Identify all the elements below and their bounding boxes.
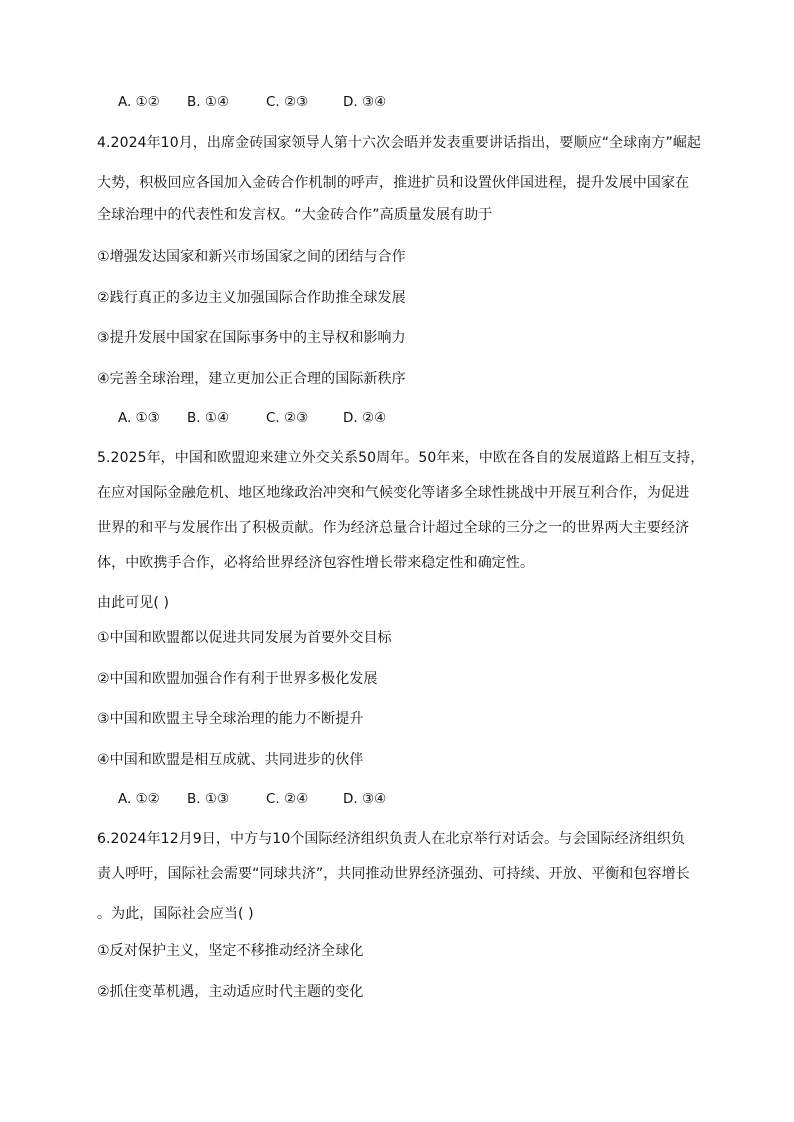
- q5-stem-line-2: 在应对国际金融危机、地区地缘政治冲突和气候变化等诸多全球性挑战中开展互利合作，为促进: [97, 485, 690, 501]
- q3-option-d[interactable]: D. ③④: [343, 94, 387, 110]
- q5-option-c[interactable]: C. ②④: [266, 791, 309, 807]
- q6-statement-2: ②抓住变革机遇，主动适应时代主题的变化: [97, 984, 364, 1000]
- q3-option-a[interactable]: A. ①②: [118, 94, 160, 110]
- q4-option-d[interactable]: D. ②④: [343, 410, 387, 426]
- q4-statement-2: ②践行真正的多边主义加强国际合作助推全球发展: [97, 290, 406, 306]
- q4-stem-line-3: 全球治理中的代表性和发言权。“大金砖合作”高质量发展有助于: [97, 207, 493, 223]
- q3-option-c[interactable]: C. ②③: [266, 94, 309, 110]
- q6-stem-line-1: 6.2024年12月9日，中方与10个国际经济组织负责人在北京举行对话会。与会国际经济组织负: [97, 831, 686, 847]
- q4-statement-4: ④完善全球治理，建立更加公正合理的国际新秩序: [97, 371, 406, 387]
- q4-option-a[interactable]: A. ①③: [118, 410, 160, 426]
- q5-option-a[interactable]: A. ①②: [118, 791, 160, 807]
- q5-statement-2: ②中国和欧盟加强合作有利于世界多极化发展: [97, 671, 378, 687]
- q3-option-b[interactable]: B. ①④: [187, 94, 230, 110]
- q5-option-d[interactable]: D. ③④: [343, 791, 387, 807]
- q6-statement-1: ①反对保护主义，坚定不移推动经济全球化: [97, 943, 364, 959]
- q5-prompt: 由此可见( ): [97, 595, 170, 611]
- q5-statement-3: ③中国和欧盟主导全球治理的能力不断提升: [97, 711, 364, 727]
- q5-stem-line-3: 世界的和平与发展作出了积极贡献。作为经济总量合计超过全球的三分之一的世界两大主要经济: [97, 520, 690, 536]
- q5-stem-line-4: 体，中欧携手合作，必将给世界经济包容性增长带来稳定性和确定性。: [97, 555, 535, 571]
- q6-stem-line-3: 。为此，国际社会应当( ): [97, 906, 254, 922]
- q4-stem-line-1: 4.2024年10月，出席金砖国家领导人第十六次会晤并发表重要讲话指出，要顺应“全球南方”崛起: [97, 135, 702, 151]
- q5-stem-line-1: 5.2025年，中国和欧盟迎来建立外交关系50周年。50年来，中欧在各自的发展道路上相互支持，: [97, 450, 705, 466]
- q4-option-c[interactable]: C. ②③: [266, 410, 309, 426]
- q4-stem-line-2: 大势，积极回应各国加入金砖合作机制的呼声，推进扩员和设置伙伴国进程，提升发展中国家在: [97, 175, 690, 191]
- q5-statement-1: ①中国和欧盟都以促进共同发展为首要外交目标: [97, 630, 392, 646]
- q4-statement-1: ①增强发达国家和新兴市场国家之间的团结与合作: [97, 249, 406, 265]
- q5-option-b[interactable]: B. ①③: [187, 791, 230, 807]
- q5-statement-4: ④中国和欧盟是相互成就、共同进步的伙伴: [97, 752, 364, 768]
- q4-statement-3: ③提升发展中国家在国际事务中的主导权和影响力: [97, 330, 406, 346]
- q4-option-b[interactable]: B. ①④: [187, 410, 230, 426]
- q6-stem-line-2: 责人呼吁，国际社会需要“同球共济”，共同推动世界经济强劲、可持续、开放、平衡和包容增长: [97, 866, 690, 882]
